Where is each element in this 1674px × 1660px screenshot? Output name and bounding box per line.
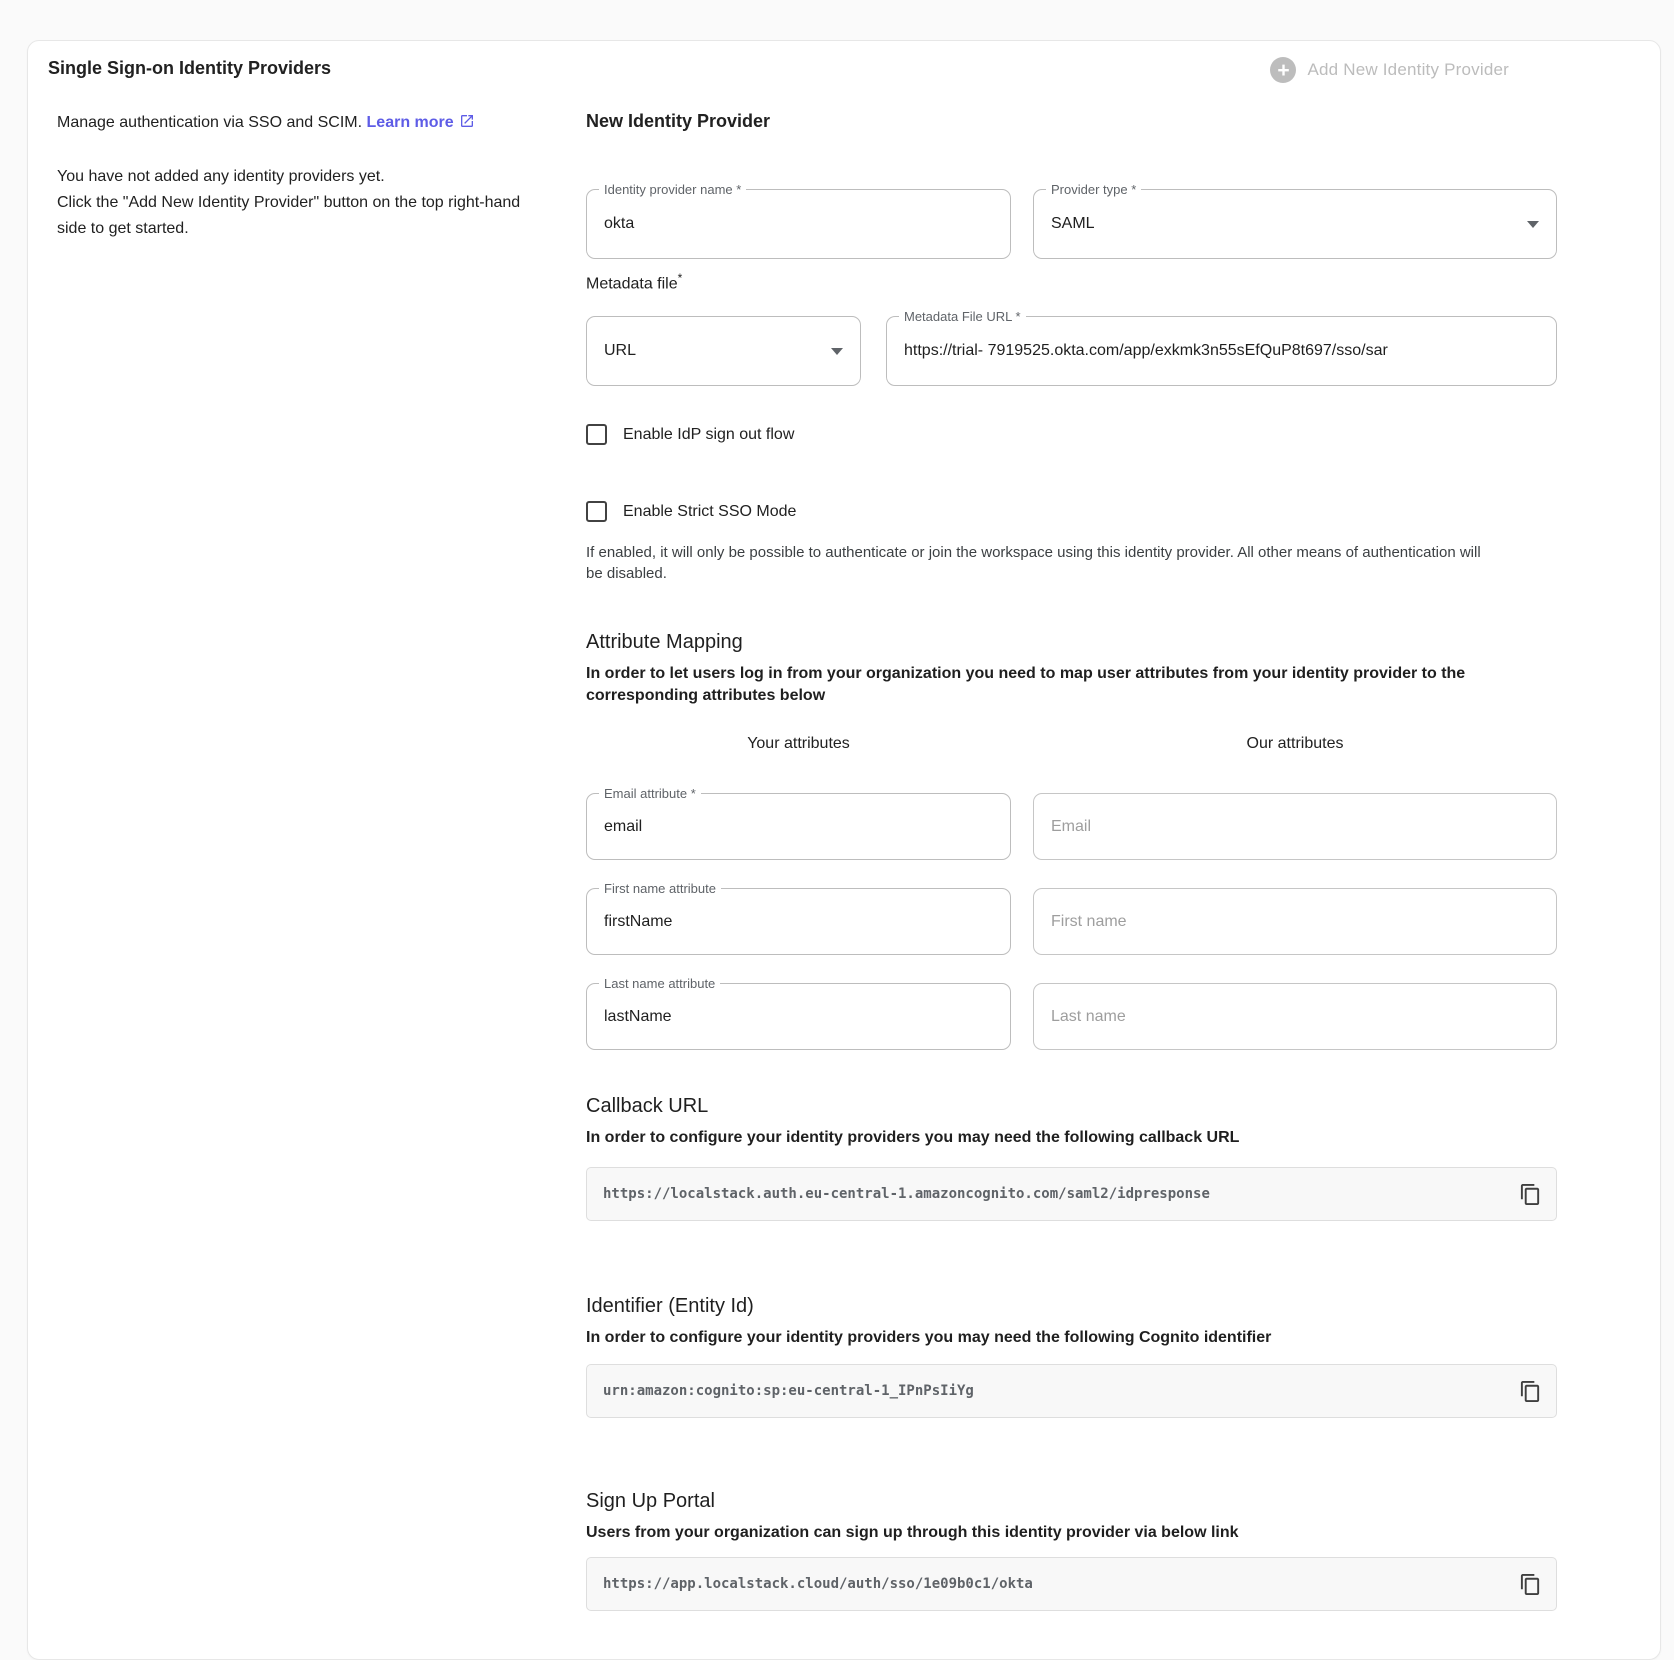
identity-provider-name-label: Identity provider name *	[599, 182, 746, 197]
idp-signout-checkbox-row[interactable]	[586, 424, 794, 445]
metadata-file-url-input[interactable]	[887, 317, 1556, 385]
metadata-source-value: URL	[604, 342, 637, 359]
email-attribute-label: Email attribute *	[599, 786, 701, 801]
our-last-name-input	[1034, 984, 1556, 1049]
attribute-mapping-heading: Attribute Mapping	[586, 631, 743, 653]
our-first-name-input	[1034, 889, 1556, 954]
our-email-field	[1033, 793, 1557, 860]
callback-url-codeblock	[586, 1167, 1557, 1221]
identity-provider-name-field[interactable]	[586, 182, 1011, 259]
identifier-description: In order to configure your identity providers you may need the following Cognito identifier	[586, 1329, 1272, 1346]
your-attributes-header: Your attributes	[747, 735, 850, 752]
last-name-attribute-field[interactable]	[586, 976, 1011, 1050]
idp-signout-checkbox[interactable]	[586, 424, 607, 445]
empty-state-line1: You have not added any identity providers yet.	[57, 168, 385, 185]
metadata-file-label: Metadata file*	[586, 271, 683, 293]
sso-settings-card	[27, 40, 1661, 1660]
strict-sso-label: Enable Strict SSO Mode	[623, 502, 797, 520]
first-name-attribute-label: First name attribute	[599, 881, 721, 896]
callback-copy-button[interactable]	[1517, 1181, 1543, 1207]
external-link-icon	[454, 114, 475, 131]
signup-portal-value: https://app.localstack.cloud/auth/sso/1e09b0c1/okta	[603, 1576, 1033, 1592]
our-attributes-header: Our attributes	[1246, 735, 1344, 752]
chevron-down-icon	[1527, 221, 1539, 228]
idp-signout-label: Enable IdP sign out flow	[623, 425, 795, 443]
our-first-name-field	[1033, 888, 1557, 955]
add-new-identity-provider-label: Add New Identity Provider	[1307, 60, 1509, 79]
signup-portal-codeblock	[586, 1557, 1557, 1611]
callback-url-description: In order to configure your identity providers you may need the following callback URL	[586, 1129, 1240, 1146]
callback-url-value: https://localstack.auth.eu-central-1.amazoncognito.com/saml2/idpresponse	[603, 1186, 1210, 1202]
signup-copy-button[interactable]	[1517, 1571, 1543, 1597]
intro-text: Manage authentication via SSO and SCIM.	[57, 114, 363, 131]
identity-provider-name-input[interactable]	[587, 190, 1010, 258]
our-last-name-field	[1033, 983, 1557, 1050]
provider-type-select[interactable]	[1033, 182, 1557, 259]
signup-portal-heading: Sign Up Portal	[586, 1490, 715, 1512]
provider-type-value: SAML	[1051, 215, 1095, 232]
form-heading: New Identity Provider	[586, 111, 771, 131]
our-email-input	[1034, 794, 1556, 859]
metadata-file-url-label: Metadata File URL *	[899, 309, 1026, 324]
strict-sso-checkbox[interactable]	[586, 501, 607, 522]
chevron-down-icon	[831, 348, 843, 355]
identifier-copy-button[interactable]	[1517, 1378, 1543, 1404]
callback-url-heading: Callback URL	[586, 1095, 709, 1117]
add-new-identity-provider-button[interactable]	[1270, 57, 1509, 83]
attribute-mapping-description: In order to let users log in from your organization you need to map user attributes from your identity provider to the corresponding attributes below	[586, 665, 1466, 704]
page-title: Single Sign-on Identity Providers	[48, 58, 332, 78]
email-attribute-input[interactable]	[587, 794, 1010, 859]
empty-state-line2: Click the "Add New Identity Provider" button on the top right-hand side to get started.	[57, 194, 521, 237]
learn-more-link[interactable]: Learn more	[367, 114, 475, 131]
metadata-file-url-field[interactable]	[886, 309, 1557, 386]
left-panel	[57, 110, 541, 242]
first-name-attribute-input[interactable]	[587, 889, 1010, 954]
metadata-source-select[interactable]	[586, 316, 861, 386]
identifier-heading: Identifier (Entity Id)	[586, 1295, 754, 1317]
provider-type-label: Provider type *	[1046, 182, 1141, 197]
strict-sso-checkbox-row[interactable]	[586, 501, 796, 522]
signup-portal-description: Users from your organization can sign up through this identity provider via below link	[586, 1524, 1239, 1541]
last-name-attribute-label: Last name attribute	[599, 976, 720, 991]
identifier-codeblock	[586, 1364, 1557, 1418]
strict-sso-helper-text: If enabled, it will only be possible to authenticate or join the workspace using this identity provider. All other means of authentication will be disabled.	[586, 544, 1481, 582]
first-name-attribute-field[interactable]	[586, 881, 1011, 955]
last-name-attribute-input[interactable]	[587, 984, 1010, 1049]
email-attribute-field[interactable]	[586, 786, 1011, 860]
identifier-value: urn:amazon:cognito:sp:eu-central-1_IPnPsIiYg	[603, 1383, 974, 1399]
plus-circle-icon: +	[1270, 57, 1296, 83]
